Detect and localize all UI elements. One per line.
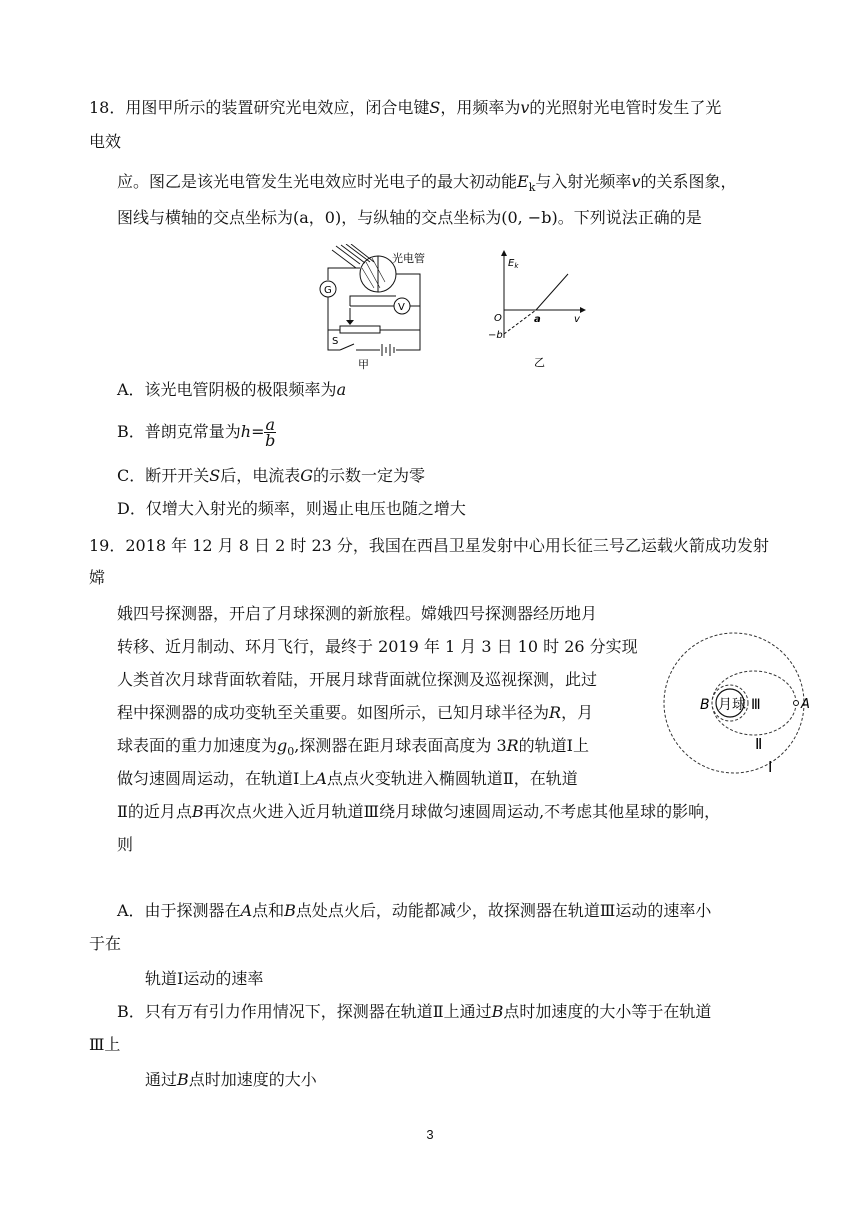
planck-fraction: $\frac{a}{b}$	[265, 415, 276, 450]
moon-label: 月球	[718, 697, 746, 713]
q18-stem-wrap: 电效	[89, 132, 122, 151]
battery-icon	[382, 344, 394, 356]
page-number: 3	[426, 1127, 434, 1142]
tube-label: 光电管	[392, 252, 425, 265]
q19-orbit-figure	[658, 628, 820, 778]
q18-option-b: B．普朗克常量为h= $\frac{a}{b}$	[117, 415, 276, 450]
q19-stem-line4: 人类首次月球背面软着陆，开展月球背面就位探测及巡视探测，此过	[117, 670, 598, 689]
q18-figure-yi	[488, 248, 598, 370]
q18-stem-line3: 图线与横轴的交点坐标为(a，0)，与纵轴的交点坐标为(0, −b)。下列说法正确的是	[117, 208, 702, 227]
q18-option-c: C．断开开关S后，电流表G的示数一定为零	[117, 466, 426, 485]
rheostat-icon	[340, 326, 380, 333]
q19-option-b-wrap: Ⅲ上	[89, 1035, 121, 1054]
galvanometer-label: G	[324, 285, 332, 296]
x-intercept-label: a	[534, 314, 541, 325]
figure-yi-caption: 乙	[534, 356, 545, 369]
q19-stem-line6: 球表面的重力加速度为$g_0$,探测器在距月球表面高度为 3R的轨道Ⅰ上	[117, 736, 589, 758]
q19-stem-line2: 娥四号探测器，开启了月球探测的新旅程。嫦娥四号探测器经历地月	[117, 604, 598, 623]
voltmeter-label: V	[398, 302, 405, 313]
light-rays-icon	[332, 244, 374, 268]
graph-extension-dashed	[504, 310, 536, 334]
switch-icon	[340, 344, 354, 350]
q19-stem-line7: 做匀速圆周运动，在轨道Ⅰ上A点点火变轨进入椭圆轨道Ⅱ，在轨道	[117, 769, 578, 788]
q19-option-a-cont: 轨道Ⅰ运动的速率	[145, 969, 264, 988]
y-intercept-label: −b	[488, 330, 503, 341]
q19-stem-line9: 则	[117, 835, 134, 854]
figure-jia-caption: 甲	[358, 358, 369, 370]
point-b-label: B	[700, 697, 710, 713]
graph-line	[536, 274, 568, 310]
q18-option-d: D．仅增大入射光的频率，则遏止电压也随之增大	[117, 499, 466, 518]
q19-stem-wrap: 嫦	[89, 568, 106, 587]
q19-stem-line8: Ⅱ的近月点B再次点火进入近月轨道Ⅲ绕月球做匀速圆周运动,不考虑其他星球的影响，	[117, 802, 721, 821]
q19-stem-line3: 转移、近月制动、环月飞行，最终于 2019 年 1 月 3 日 10 时 26 分实现	[117, 637, 638, 656]
q19-option-b: B．只有万有引力作用情况下，探测器在轨道Ⅱ上通过B点时加速度的大小等于在轨道	[117, 1002, 712, 1021]
q19-option-a: A．由于探测器在A点和B点处点火后，动能都减少，故探测器在轨道Ⅲ运动的速率小	[117, 901, 712, 920]
q18-stem-line1: 18．用图甲所示的装置研究光电效应，闭合电键S，用频率为v的光照射光电管时发生了光	[89, 98, 722, 117]
y-axis-label: $E_k$	[508, 258, 519, 270]
q19-stem-line5: 程中探测器的成功变轨至关重要。如图所示，已知月球半径为R，月	[117, 703, 594, 722]
q19-stem-line1: 19．2018 年 12 月 8 日 2 时 23 分，我国在西昌卫星发射中心用长征三号乙运载火箭成功发射	[89, 536, 769, 555]
switch-label: S	[332, 336, 339, 347]
q18-stem-line2: 应。图乙是该光电管发生光电效应时光电子的最大初动能$E_k$与入射光频率v的关系图象，	[117, 172, 737, 194]
x-axis-label: v	[574, 314, 580, 325]
q19-option-b-cont: 通过B点时加速度的大小	[145, 1070, 317, 1089]
point-a-marker	[794, 701, 799, 706]
q19-option-a-wrap: 于在	[89, 934, 122, 953]
orbit-iii-label: Ⅲ	[751, 697, 761, 713]
orbit-ii-label: Ⅱ	[755, 735, 763, 753]
q18-figure-jia	[310, 244, 460, 370]
orbit-i-label: Ⅰ	[768, 758, 773, 776]
origin-label: O	[494, 313, 502, 324]
q18-option-a: A．该光电管阴极的极限频率为a	[117, 380, 347, 399]
point-a-label: A	[801, 697, 810, 712]
